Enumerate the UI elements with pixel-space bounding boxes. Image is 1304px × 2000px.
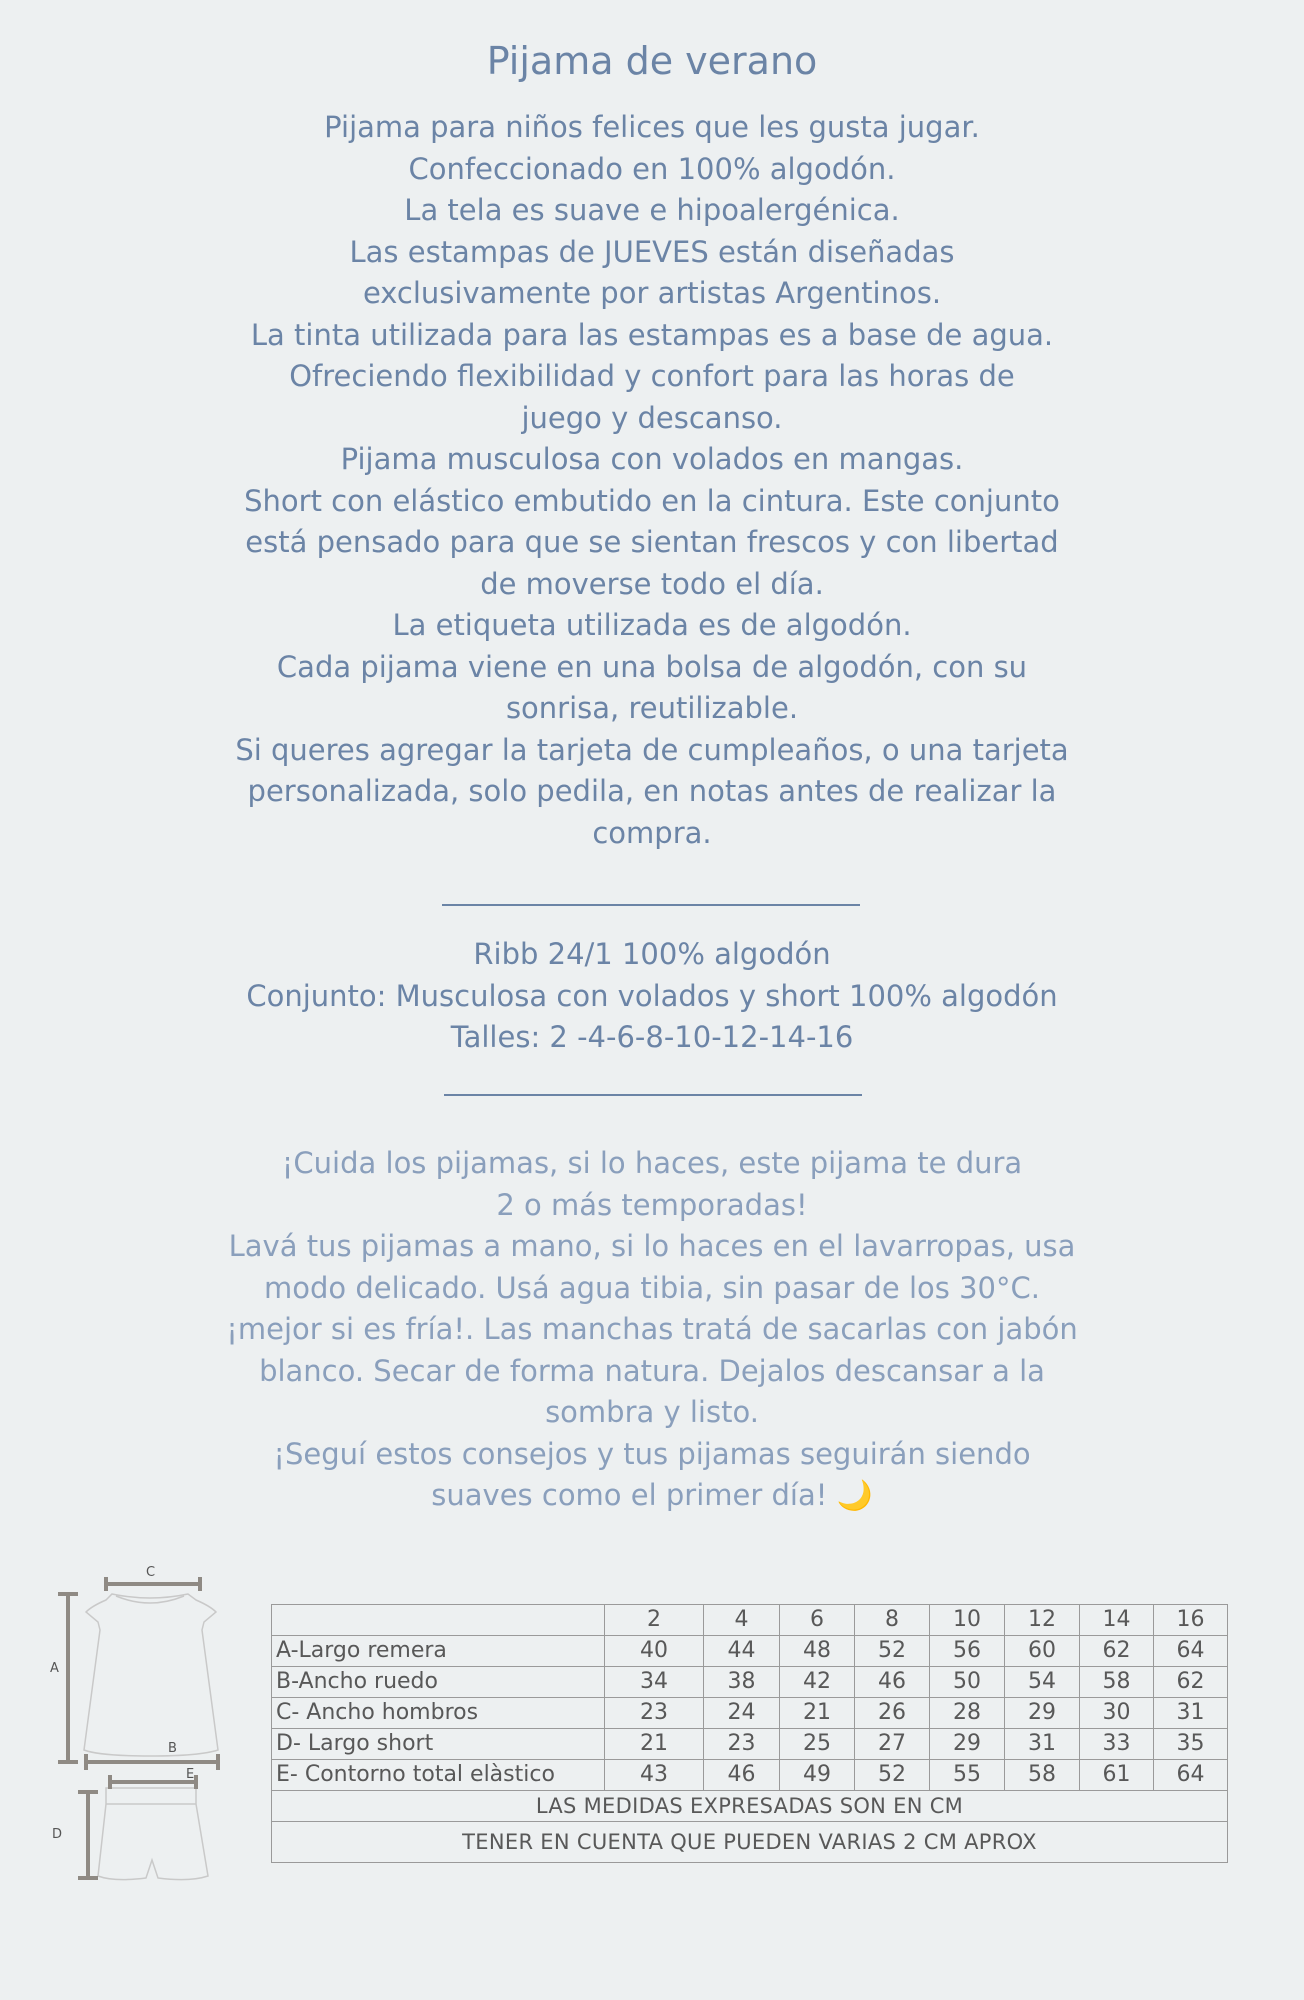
care-instructions (200, 1143, 1104, 1517)
care-line: ¡Seguí estos consejos y tus pijamas seguirán siendo (273, 1436, 1031, 1471)
table-cell: 27 (855, 1729, 930, 1760)
care-line: sombra y listo. (545, 1395, 759, 1429)
tolerance-note: TENER EN CUENTA QUE PUEDEN VARIAS 2 CM APROX (272, 1822, 1228, 1863)
table-cell: 34 (605, 1667, 704, 1698)
table-cell: 50 (930, 1667, 1005, 1698)
table-row (272, 1729, 1228, 1760)
description-line: de moverse todo el día. (480, 566, 824, 601)
row-label: B-Ancho ruedo (272, 1667, 605, 1698)
size-table (271, 1604, 1228, 1863)
description-line: Cada pijama viene en una bolsa de algodón, con su (276, 649, 1028, 684)
fabric-spec: Ribb 24/1 100% algodón (473, 937, 831, 971)
row-label: E- Contorno total elàstico (272, 1760, 605, 1791)
table-cell: 64 (1154, 1636, 1228, 1667)
table-cell: 48 (780, 1636, 855, 1667)
description-line: Short con elástico embutido en la cintura. Este conjunto (244, 483, 1060, 518)
table-cell: 24 (704, 1698, 780, 1729)
care-line: suaves como el primer día! 🌙 (431, 1478, 873, 1512)
table-cell: 43 (605, 1760, 704, 1791)
sizes-spec: Talles: 2 -4-6-8-10-12-14-16 (450, 1020, 854, 1054)
table-cell: 54 (1005, 1667, 1080, 1698)
divider-bottom (444, 1094, 862, 1096)
description-line: La tela es suave e hipoalergénica. (404, 193, 900, 227)
table-cell: 31 (1005, 1729, 1080, 1760)
label-c: C (146, 1565, 156, 1580)
table-cell: 21 (780, 1698, 855, 1729)
description-line: exclusivamente por artistas Argentinos. (362, 276, 942, 310)
table-cell: 62 (1080, 1636, 1154, 1667)
table-cell: 21 (605, 1729, 704, 1760)
size-header: 4 (704, 1605, 780, 1636)
table-cell: 55 (930, 1760, 1005, 1791)
table-row (272, 1698, 1228, 1729)
description-line: personalizada, solo pedila, en notas antes de realizar la (247, 774, 1057, 808)
description-line: Pijama musculosa con volados en mangas. (340, 442, 964, 476)
table-cell: 33 (1080, 1729, 1154, 1760)
table-cell: 38 (704, 1667, 780, 1698)
measure-lines (58, 1577, 218, 1878)
description-line: La etiqueta utilizada es de algodón. (392, 608, 912, 642)
size-header: 6 (780, 1605, 855, 1636)
measurement-diagram (40, 1560, 240, 1890)
care-line: blanco. Secar de forma natura. Dejalos descansar a la (259, 1353, 1045, 1388)
description-line: sonrisa, reutilizable. (505, 691, 799, 725)
table-row (272, 1760, 1228, 1791)
shorts-outline (98, 1788, 208, 1880)
size-header: 8 (855, 1605, 930, 1636)
table-cell: 29 (1005, 1698, 1080, 1729)
description-line: La tinta utilizada para las estampas es a base de agua. (250, 317, 1054, 352)
table-row (272, 1667, 1228, 1698)
table-cell: 28 (930, 1698, 1005, 1729)
row-label: D- Largo short (272, 1729, 605, 1760)
label-b: B (168, 1741, 177, 1756)
description-line: compra. (592, 815, 712, 850)
size-header-row (272, 1605, 1228, 1636)
table-cell: 62 (1154, 1667, 1228, 1698)
table-cell: 35 (1154, 1729, 1228, 1760)
size-header: 16 (1154, 1605, 1228, 1636)
table-cell: 58 (1080, 1667, 1154, 1698)
size-header: 10 (930, 1605, 1005, 1636)
row-label: C- Ancho hombros (272, 1698, 605, 1729)
table-cell: 46 (704, 1760, 780, 1791)
table-cell: 26 (855, 1698, 930, 1729)
size-header: 12 (1005, 1605, 1080, 1636)
page-title: Pijama de verano (486, 39, 818, 83)
label-a: A (50, 1661, 59, 1676)
table-cell: 29 (930, 1729, 1005, 1760)
table-cell: 58 (1005, 1760, 1080, 1791)
top-garment-outline (84, 1594, 218, 1756)
table-cell: 31 (1154, 1698, 1228, 1729)
table-cell: 44 (704, 1636, 780, 1667)
description-line: juego y descanso. (521, 400, 783, 435)
description-line: Confeccionado en 100% algodón. (408, 151, 896, 186)
description-line: Pijama para niños felices que les gusta jugar. (324, 110, 980, 144)
care-line: ¡mejor si es fría!. Las manchas tratá de sacarlas con jabón (226, 1312, 1078, 1346)
table-cell: 52 (855, 1636, 930, 1667)
table-cell: 23 (605, 1698, 704, 1729)
size-header: 14 (1080, 1605, 1154, 1636)
table-cell: 23 (704, 1729, 780, 1760)
divider-top (442, 904, 860, 906)
care-line: Lavá tus pijamas a mano, si lo haces en el lavarropas, usa (228, 1229, 1076, 1263)
table-cell: 64 (1154, 1760, 1228, 1791)
table-cell: 30 (1080, 1698, 1154, 1729)
table-cell: 52 (855, 1760, 930, 1791)
set-spec: Conjunto: Musculosa con volados y short 100% algodón (246, 978, 1058, 1013)
table-cell: 61 (1080, 1760, 1154, 1791)
table-cell: 40 (605, 1636, 704, 1667)
garment-outline (84, 1594, 218, 1880)
row-label: A-Largo remera (272, 1636, 605, 1667)
description-line: Ofreciendo flexibilidad y confort para las horas de (289, 359, 1015, 393)
product-description (200, 107, 1104, 854)
size-header-empty (272, 1605, 605, 1636)
table-cell: 56 (930, 1636, 1005, 1667)
units-note: LAS MEDIDAS EXPRESADAS SON EN CM (272, 1791, 1228, 1822)
table-cell: 42 (780, 1667, 855, 1698)
table-cell: 49 (780, 1760, 855, 1791)
description-line: está pensado para que se sientan frescos y con libertad (245, 525, 1059, 559)
care-line: ¡Cuida los pijamas, si lo haces, este pijama te dura (281, 1146, 1023, 1180)
table-cell: 60 (1005, 1636, 1080, 1667)
table-cell: 25 (780, 1729, 855, 1760)
description-line: Si queres agregar la tarjeta de cumpleaños, o una tarjeta (235, 732, 1069, 767)
table-row (272, 1636, 1228, 1667)
specs-block (200, 934, 1104, 1059)
care-line: 2 o más temporadas! (496, 1187, 808, 1222)
care-line: modo delicado. Usá agua tibia, sin pasar de los 30°C. (264, 1270, 1040, 1305)
size-header: 2 (605, 1605, 704, 1636)
table-cell: 46 (855, 1667, 930, 1698)
description-line: Las estampas de JUEVES están diseñadas (349, 234, 955, 269)
label-d: D (52, 1827, 63, 1842)
table-note-row (272, 1822, 1228, 1863)
label-e: E (186, 1767, 195, 1782)
table-note-row (272, 1791, 1228, 1822)
